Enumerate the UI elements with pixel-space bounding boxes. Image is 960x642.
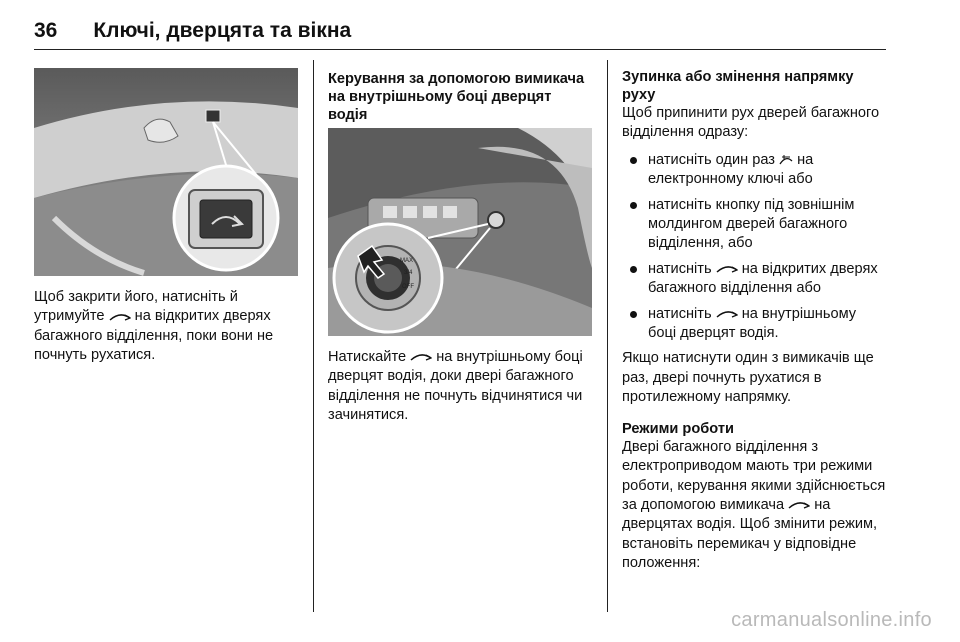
close-instruction: Щоб закрити його, натисніть й утримуйте на відкритих дверях багажного відділення, поки вони не почнуть рухатися. xyxy=(34,289,274,364)
column-3 xyxy=(622,68,888,574)
tailgate-icon xyxy=(410,352,432,362)
operating-modes-heading: Режими роботи xyxy=(622,420,734,437)
tailgate-icon xyxy=(716,264,738,274)
column-2 xyxy=(328,70,592,124)
list-item: натисніть на відкритих дверях багажного відділення або xyxy=(622,260,888,299)
switch-label-max: MAX xyxy=(400,258,414,264)
column-divider-1 xyxy=(313,60,314,612)
list-item: натисніть один раз на електронному ключі або xyxy=(622,151,888,190)
stop-methods-list xyxy=(622,151,888,344)
bullet-icon xyxy=(630,266,637,273)
list-item: натисніть на внутрішньому боці дверцят водія. xyxy=(622,305,888,344)
driver-door-figure xyxy=(328,128,592,336)
tailgate-icon xyxy=(109,312,131,322)
column-2-body xyxy=(328,348,592,426)
tailgate-icon xyxy=(716,309,738,319)
driver-switch-instruction: Натискайте на внутрішньому боці дверцят водія, доки двері багажного відділення не почнуть відчинятися чи зачинятися. xyxy=(328,349,583,424)
watermark: carmanualsonline.info xyxy=(731,609,932,631)
switch-label-34: 3/4 xyxy=(404,270,413,276)
bullet-icon xyxy=(630,202,637,209)
stop-intro: Щоб припинити рух дверей багажного відділення одразу: xyxy=(622,105,880,141)
operating-modes-text: Двері багажного відділення з електроприводом мають три режими роботи, керування якими здійснюється за допомогою вимикача на дверцятах водія. Щоб змінити режим, встановіть перемикач у відповідне положення: xyxy=(622,438,886,572)
tailgate-icon xyxy=(788,500,810,510)
switch-label-off: OFF xyxy=(402,284,414,290)
column-divider-2 xyxy=(607,60,608,612)
driver-switch-heading: Керування за допомогою вимикача на внутрішньому боці дверцят водія xyxy=(328,71,585,123)
bullet-icon xyxy=(630,311,637,318)
bullet-icon xyxy=(630,157,637,164)
page-number: 36 xyxy=(34,19,58,42)
column-1 xyxy=(34,288,298,366)
stop-reverse-heading: Зупинка або змінення напрямку руху xyxy=(622,69,854,103)
page-header xyxy=(34,20,886,50)
list-item: натисніть кнопку під зовнішнім молдингом дверей багажного відділення, або xyxy=(622,196,888,254)
reverse-direction-text: Якщо натиснути один з вимикачів ще раз, двері почнуть рухатися в протилежному напрямку. xyxy=(622,350,874,406)
tailgate-figure xyxy=(34,68,298,276)
chapter-title: Ключі, дверцята та вікна xyxy=(93,19,352,42)
key-tailgate-icon xyxy=(779,154,793,166)
